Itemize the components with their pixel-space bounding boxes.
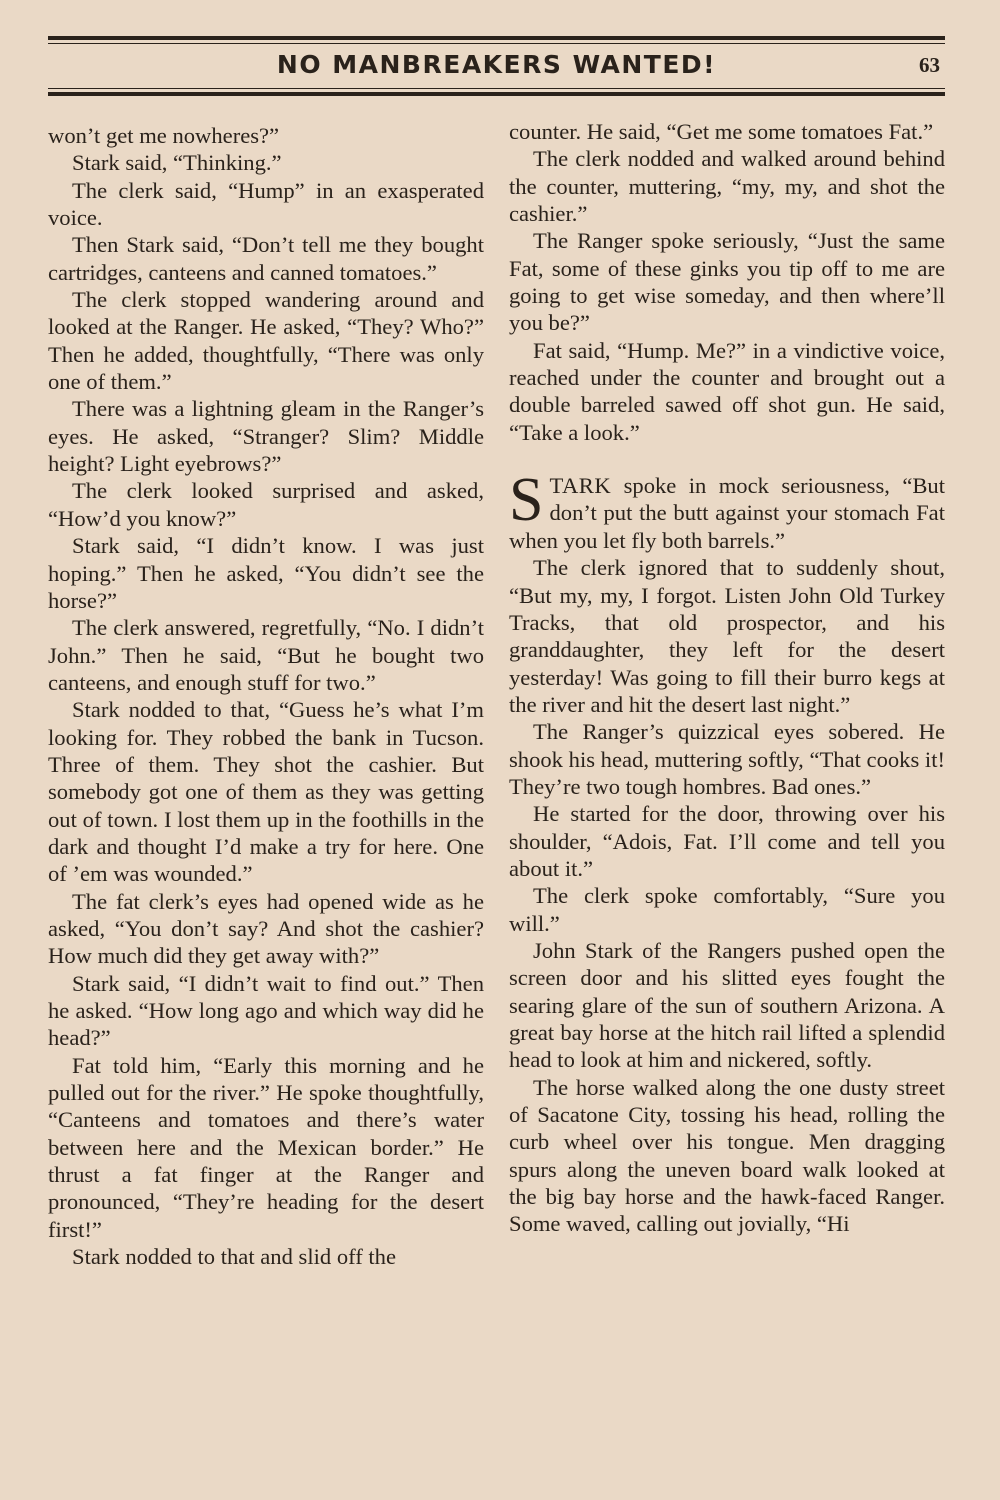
- paragraph: He started for the door, throwing over his shoulder, “Adois, Fat. I’ll come and tell you about it.”: [509, 801, 945, 881]
- running-title: NO MANBREAKERS WANTED!: [276, 50, 717, 79]
- header-rule-top-thin: [48, 43, 945, 44]
- paragraph: The clerk spoke comfortably, “Sure you will.”: [509, 883, 945, 936]
- paragraph: won’t get me nowheres?”: [48, 123, 280, 148]
- paragraph: Stark said, “I didn’t know. I was just hoping.” Then he asked, “You didn’t see the horse?”: [48, 533, 484, 613]
- paragraph: The clerk said, “Hump” in an exasperated voice.: [48, 177, 484, 231]
- drop-cap: S: [509, 466, 544, 535]
- header-rule-bottom: [48, 92, 945, 96]
- paragraph: The clerk answered, regretfully, “No. I didn’t John.” Then he said, “But he bought two canteens, and enough stuff for two.”: [48, 615, 484, 695]
- drop-cap-text: spoke in mock seriousness, “But don’t put the butt against your stomach Fat when you let fly both barrels.”: [509, 473, 945, 553]
- page-number: 63: [919, 53, 940, 77]
- paragraph: The clerk nodded and walked around behind the counter, muttering, “my, my, and shot the cashier.”: [509, 146, 945, 227]
- paragraph: Stark nodded to that, “Guess he’s what I’m looking for. They robbed the bank in Tucson. Three of them. They shot the cashier. But somebody got one of them as they was getting out of town. I lost them up in the foothills in the dark and thought I’d make a try for here. One of ’em was wounded.”: [48, 697, 484, 887]
- paragraph: The horse walked along the one dusty street of Sacatone City, tossing his head, rolling the curb wheel over his tongue. Men dragging spurs along the uneven board walk looked at the big bay horse and the hawk-faced Ranger. Some waved, calling out jovially, “Hi: [509, 1074, 945, 1237]
- paragraph: The clerk ignored that to suddenly shout, “But my, my, I forgot. Listen John Old Turkey Tracks, that old prospector, and his granddaughter, they left for the desert yesterday! Was going to fill their burro kegs at the river and hit the desert last night.”: [509, 555, 945, 717]
- paragraph: Fat said, “Hump. Me?” in a vindictive voice, reached under the counter and brought out a double barreled sawed off shot gun. He said, “Take a look.”: [509, 337, 945, 445]
- paragraph: Stark said, “Thinking.”: [72, 150, 282, 176]
- drop-cap-word: TARK: [549, 473, 612, 499]
- paragraph: The fat clerk’s eyes had opened wide as he asked, “You don’t say? And shot the cashier? How much did they get away with?”: [48, 888, 484, 969]
- paragraph: The Ranger spoke seriously, “Just the same Fat, some of these ginks you tip off to me are going to get wise someday, and then where’ll you be?”: [509, 228, 945, 336]
- paragraph: counter. He said, “Get me some tomatoes Fat.”: [509, 119, 934, 144]
- paragraph: John Stark of the Rangers pushed open the screen door and his slitted eyes fought the searing glare of the sun of southern Arizona. A great bay horse at the hitch rail lifted a splendid head to look at him and nickered, softly.: [509, 937, 945, 1073]
- paragraph: The Ranger’s quizzical eyes sobered. He shook his head, muttering softly, “That cooks it! They’re two tough hombres. Bad ones.”: [509, 719, 945, 799]
- header-rule-top: [48, 36, 945, 40]
- paragraph: Stark said, “I didn’t wait to find out.” Then he asked. “How long ago and which way did he head?”: [48, 970, 484, 1051]
- header-rule-bottom-thin: [48, 88, 945, 89]
- drop-cap-paragraph: [509, 466, 945, 554]
- paragraph: The clerk looked surprised and asked, “How’d you know?”: [48, 478, 484, 531]
- paragraph: Stark nodded to that and slid off the: [72, 1244, 397, 1270]
- paragraph: Then Stark said, “Don’t tell me they bought cartridges, canteens and canned tomatoes.”: [48, 232, 484, 285]
- right-column: [509, 118, 945, 1238]
- section-break: [509, 446, 945, 472]
- paragraph: The clerk stopped wandering around and looked at the Ranger. He asked, “They? Who?” Then he added, thoughtfully, “There was only one of them.”: [48, 287, 484, 395]
- left-column: [48, 122, 484, 1270]
- paragraph: Fat told him, “Early this morning and he pulled out for the river.” He spoke thoughtfully, “Canteens and tomatoes and there’s water between here and the Mexican border.” He thrust a fat finger at the Ranger and pronounced, “They’re heading for the desert first!”: [48, 1052, 484, 1242]
- paragraph: There was a lightning gleam in the Ranger’s eyes. He asked, “Stranger? Slim? Middle height? Light eyebrows?”: [48, 396, 484, 477]
